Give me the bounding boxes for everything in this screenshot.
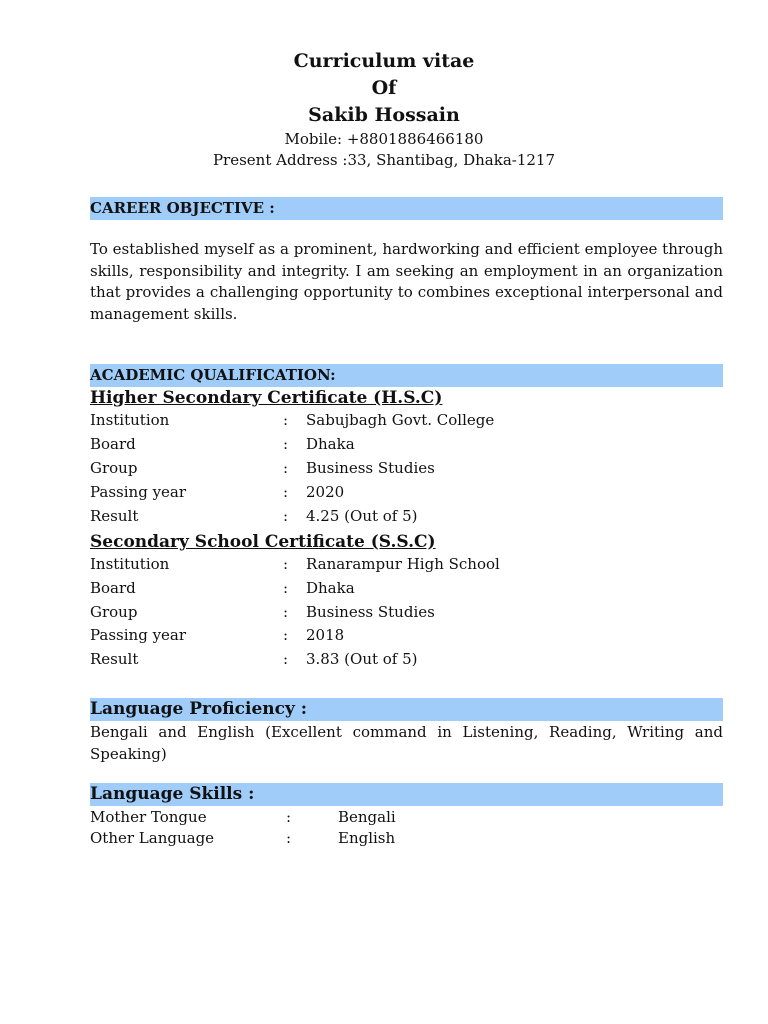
row-value: Business Studies <box>306 603 435 621</box>
row-colon: : <box>283 507 289 525</box>
row-label: Group <box>90 603 138 621</box>
skills-row-mother-tongue <box>90 807 723 828</box>
document-title: Curriculum vitae <box>293 50 475 72</box>
career-objective-text: To established myself as a prominent, hardworking and efficient employee through skills, responsibility and integrity. I am seeking an employment in an organization that provides a challenging opportunity to combines exceptional interpersonal and management skills. <box>90 240 723 323</box>
candidate-name: Sakib Hossain <box>308 104 460 126</box>
row-value: Dhaka <box>306 579 355 597</box>
row-value: Bengali <box>338 808 396 826</box>
row-label: Mother Tongue <box>90 808 207 826</box>
title-of: Of <box>371 77 397 99</box>
ssc-row-board <box>90 576 723 600</box>
row-colon: : <box>283 483 289 501</box>
row-label: Group <box>90 459 138 477</box>
hsc-title: Higher Secondary Certificate (H.S.C) <box>90 388 443 408</box>
row-label: Other Language <box>90 829 215 847</box>
row-label: Institution <box>90 411 170 429</box>
hsc-row-board <box>90 432 723 456</box>
row-colon: : <box>283 435 289 453</box>
ssc-row-result <box>90 647 723 671</box>
hsc-row-passing-year <box>90 480 723 504</box>
row-colon: : <box>283 603 289 621</box>
row-colon: : <box>283 411 289 429</box>
mobile-number: Mobile: +8801886466180 <box>284 130 484 148</box>
skills-row-other-language <box>90 828 723 849</box>
row-value: Dhaka <box>306 435 355 453</box>
academic-qualification-heading: ACADEMIC QUALIFICATION: <box>90 364 723 387</box>
row-label: Passing year <box>90 626 187 644</box>
language-proficiency-heading: Language Proficiency : <box>90 698 723 721</box>
row-label: Result <box>90 507 139 525</box>
row-colon: : <box>286 808 292 826</box>
row-value: Ranarampur High School <box>306 555 500 573</box>
row-colon: : <box>283 650 289 668</box>
hsc-row-result <box>90 504 723 528</box>
cv-header <box>0 48 768 171</box>
row-colon: : <box>283 626 289 644</box>
career-objective-heading: CAREER OBJECTIVE : <box>90 197 723 220</box>
row-value: 3.83 (Out of 5) <box>306 650 418 668</box>
language-skills-heading: Language Skills : <box>90 783 723 806</box>
ssc-title: Secondary School Certificate (S.S.C) <box>90 532 436 552</box>
row-label: Result <box>90 650 139 668</box>
row-label: Institution <box>90 555 170 573</box>
hsc-row-institution <box>90 408 723 432</box>
row-value: Business Studies <box>306 459 435 477</box>
ssc-row-institution <box>90 552 723 576</box>
row-colon: : <box>283 579 289 597</box>
row-colon: : <box>283 555 289 573</box>
row-colon: : <box>286 829 292 847</box>
row-value: English <box>338 829 396 847</box>
row-value: 2020 <box>306 483 345 501</box>
row-value: Sabujbagh Govt. College <box>306 411 495 429</box>
row-colon: : <box>283 459 289 477</box>
ssc-row-group <box>90 600 723 624</box>
row-value: 4.25 (Out of 5) <box>306 507 418 525</box>
present-address: Present Address :33, Shantibag, Dhaka-1217 <box>212 151 556 169</box>
row-label: Passing year <box>90 483 187 501</box>
language-proficiency-text: Bengali and English (Excellent command in Listening, Reading, Writing and Speaking) <box>90 723 723 763</box>
hsc-row-group <box>90 456 723 480</box>
ssc-row-passing-year <box>90 623 723 647</box>
row-label: Board <box>90 435 136 453</box>
row-value: 2018 <box>306 626 345 644</box>
row-label: Board <box>90 579 136 597</box>
